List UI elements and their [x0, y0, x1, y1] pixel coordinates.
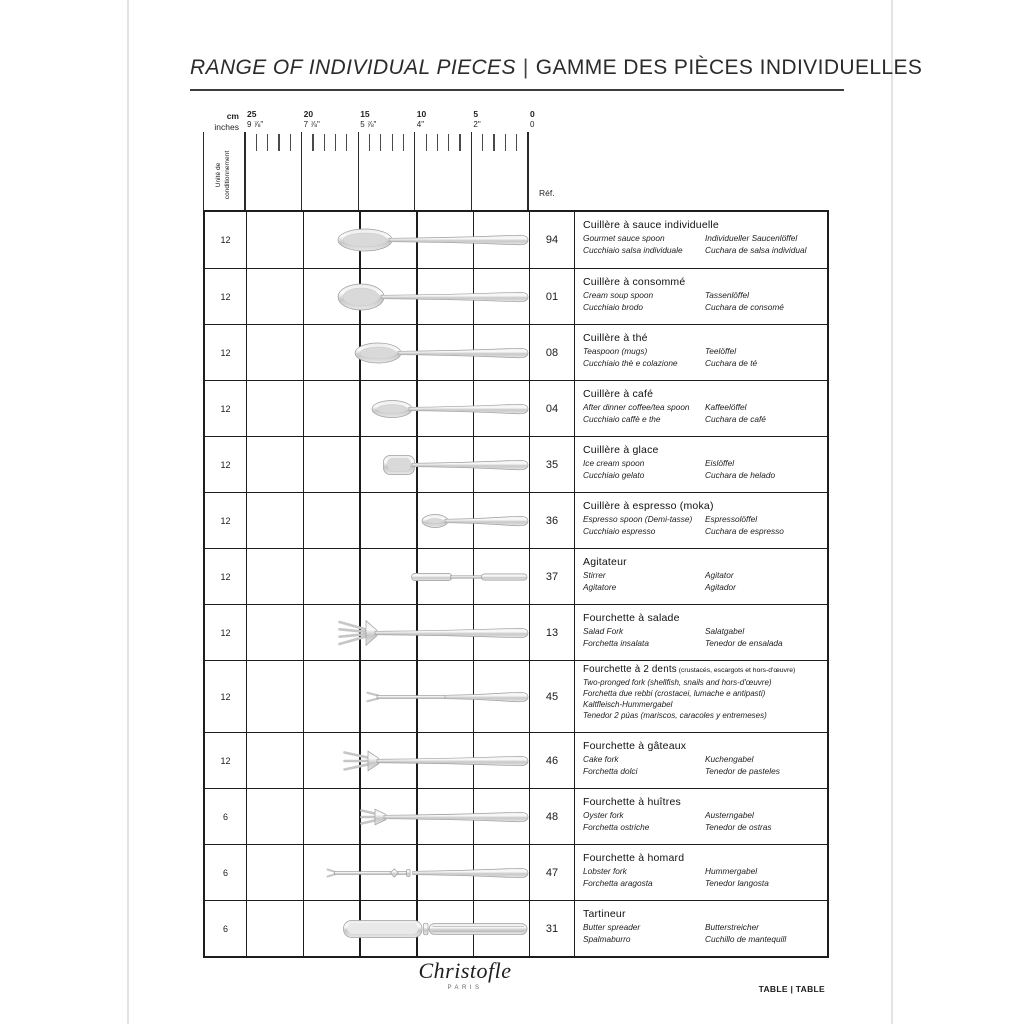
translation-line — [583, 753, 824, 765]
translation-line — [583, 821, 824, 833]
translation-left: Espresso spoon (Demi-tasse) — [583, 514, 693, 524]
translation-right: Salatgabel — [705, 626, 745, 636]
translation-right: Eislöffel — [705, 458, 735, 468]
translation-line — [583, 877, 824, 889]
translation-right: Agitator — [705, 570, 734, 580]
translation-line — [583, 865, 824, 877]
translation-line: Forchetta due rebbi (crostacei, lumache e antipasti) — [583, 689, 766, 698]
translation-line: Kaltfleisch-Hummergabel — [583, 700, 673, 709]
ruler-inch-value: 0 — [530, 120, 535, 129]
description-cell — [575, 269, 827, 324]
translation-left: Cream soup spoon — [583, 290, 654, 300]
translation-left: Cucchiaio thè e colazione — [583, 358, 678, 368]
packaging-qty: 12 — [205, 381, 247, 436]
table-row — [205, 380, 827, 436]
oyster-fork-illustration — [359, 799, 529, 835]
translation-right: Kaffeelöffel — [705, 402, 747, 412]
ruler-minor-tick — [380, 134, 381, 151]
two-pronged-fork-illustration — [365, 679, 529, 715]
translation-left: Forchetta ostriche — [583, 822, 650, 832]
ref-number: 45 — [530, 661, 575, 732]
ruler-left-edge-line — [203, 132, 204, 210]
translation-right: Austerngabel — [705, 810, 754, 820]
table-row — [205, 212, 827, 268]
ref-number: 47 — [530, 845, 575, 900]
coffee-spoon-illustration — [371, 391, 529, 427]
cutlery-cell — [247, 789, 530, 844]
item-title: Fourchette à salade — [583, 612, 680, 624]
ref-number: 04 — [530, 381, 575, 436]
translation-line — [583, 625, 824, 637]
packaging-qty: 6 — [205, 901, 247, 956]
grid-line — [303, 789, 305, 844]
measurement-ruler — [203, 108, 825, 210]
translation-left: Gourmet sauce spoon — [583, 233, 665, 243]
translation-line — [583, 921, 824, 933]
translation-left: After dinner coffee/tea spoon — [583, 402, 690, 412]
grid-line — [359, 437, 361, 492]
ruler-minor-tick — [459, 134, 460, 151]
description-cell — [575, 437, 827, 492]
grid-line — [359, 493, 361, 548]
grid-line — [359, 549, 361, 604]
ruler-inch-value: 7 ⅞" — [303, 120, 320, 129]
translation-left: Forchetta dolci — [583, 766, 638, 776]
table-row — [205, 548, 827, 604]
cream-soup-spoon-illustration — [337, 279, 529, 315]
item-title: Tartineur — [583, 908, 626, 920]
teaspoon-illustration — [354, 335, 529, 371]
translation-left: Cucchiaio espresso — [583, 526, 656, 536]
ref-number: 01 — [530, 269, 575, 324]
ref-number: 46 — [530, 733, 575, 788]
page-title — [190, 56, 923, 91]
butter-spreader-illustration — [342, 911, 529, 947]
translation-right: Butterstreicher — [705, 922, 759, 932]
ref-number: 08 — [530, 325, 575, 380]
cutlery-cell — [247, 381, 530, 436]
translation-right: Tenedor de ostras — [705, 822, 772, 832]
ref-column-label: Réf. — [539, 188, 555, 198]
ref-number: 48 — [530, 789, 575, 844]
translation-left: Stirrer — [583, 570, 606, 580]
ref-number: 94 — [530, 212, 575, 268]
translation-left: Ice cream spoon — [583, 458, 645, 468]
ruler-minor-tick — [346, 134, 347, 151]
packaging-qty: 12 — [205, 325, 247, 380]
translation-right: Cuchara de helado — [705, 470, 776, 480]
translation-left: Salad Fork — [583, 626, 624, 636]
ref-number: 35 — [530, 437, 575, 492]
translation-line — [583, 513, 824, 525]
ruler-minor-tick — [392, 134, 393, 151]
salad-fork-illustration — [337, 615, 529, 651]
ruler-minor-tick — [403, 134, 404, 151]
espresso-spoon-illustration — [421, 503, 529, 539]
ruler-unit-cm: cm — [226, 111, 239, 121]
translation-left: Teaspoon (mugs) — [583, 346, 648, 356]
translation-left: Cucchiaio caffè e the — [583, 414, 661, 424]
translation-line — [583, 809, 824, 821]
translation-right: Tenedor langosta — [705, 878, 769, 888]
grid-line — [303, 212, 305, 268]
ref-number: 36 — [530, 493, 575, 548]
pieces-table — [203, 210, 829, 958]
cutlery-cell — [247, 661, 530, 732]
translation-left: Forchetta insalata — [583, 638, 649, 648]
ruler-major-tick — [414, 132, 415, 210]
translation-right: Tenedor de ensalada — [705, 638, 783, 648]
item-title: Fourchette à huîtres — [583, 796, 681, 808]
translation-line — [583, 357, 824, 369]
ruler-minor-tick — [335, 134, 336, 151]
description-cell — [575, 901, 827, 956]
ruler-inch-value: 2" — [473, 120, 481, 129]
cutlery-cell — [247, 549, 530, 604]
item-title-note: (crustacés, escargots et hors-d'œuvre) — [676, 667, 796, 674]
grid-line — [303, 845, 305, 900]
item-title: Fourchette à homard — [583, 852, 685, 864]
ruler-cm-value: 10 — [416, 109, 427, 119]
grid-line — [303, 733, 305, 788]
section-label: TABLE | TABLE — [758, 984, 825, 994]
item-title: Fourchette à 2 dents (crustacés, escargots et hors-d'œuvre) — [583, 664, 796, 675]
packaging-qty: 12 — [205, 549, 247, 604]
grid-line — [303, 381, 305, 436]
translation-line — [583, 345, 824, 357]
grid-line — [303, 661, 305, 732]
item-title: Cuillère à consommé — [583, 276, 686, 288]
ruler-major-tick — [358, 132, 359, 210]
translation-left: Lobster fork — [583, 866, 627, 876]
description-cell — [575, 493, 827, 548]
packaging-qty: 6 — [205, 789, 247, 844]
description-cell — [575, 845, 827, 900]
ruler-cm-value: 20 — [303, 109, 314, 119]
ruler-minor-tick — [369, 134, 370, 151]
scan-page-edge-left — [127, 0, 129, 1024]
description-cell — [575, 212, 827, 268]
translation-right: Cuchara de consomé — [705, 302, 784, 312]
page-title-english: RANGE OF INDIVIDUAL PIECES — [190, 56, 516, 79]
ref-number: 13 — [530, 605, 575, 660]
title-separator: | — [522, 56, 529, 79]
translation-right: Kuchengabel — [705, 754, 754, 764]
translation-line — [583, 569, 824, 581]
packaging-qty: 12 — [205, 437, 247, 492]
translation-line — [583, 413, 824, 425]
table-row — [205, 436, 827, 492]
translation-right: Individueller Saucenlöffel — [705, 233, 798, 243]
item-title: Cuillère à café — [583, 388, 654, 400]
table-row — [205, 660, 827, 732]
ruler-cm-value: 15 — [360, 109, 370, 119]
translation-line: Two-pronged fork (shellfish, snails and hors-d'œuvre) — [583, 678, 772, 687]
description-cell — [575, 733, 827, 788]
cake-fork-illustration — [342, 743, 529, 779]
ruler-minor-tick — [516, 134, 517, 151]
table-row — [205, 788, 827, 844]
translation-right: Agitador — [705, 582, 736, 592]
translation-right: Cuchara de espresso — [705, 526, 784, 536]
translation-line — [583, 457, 824, 469]
grid-line — [303, 493, 305, 548]
translation-right: Hummergabel — [705, 866, 758, 876]
cutlery-cell — [247, 733, 530, 788]
packaging-qty: 12 — [205, 493, 247, 548]
translation-line — [583, 401, 824, 413]
description-cell — [575, 605, 827, 660]
ruler-unit-inches: inches — [214, 122, 239, 132]
ruler-cm-value: 5 — [473, 109, 479, 119]
ruler-minor-tick — [267, 134, 268, 151]
ruler-minor-tick — [482, 134, 483, 151]
table-row — [205, 268, 827, 324]
grid-line — [303, 325, 305, 380]
translation-left: Spalmaburro — [583, 934, 631, 944]
ruler-major-tick — [301, 132, 302, 210]
translation-line — [583, 637, 824, 649]
ruler-minor-tick — [437, 134, 438, 151]
translation-right: Tassenlöffel — [705, 290, 749, 300]
item-title: Cuillère à thé — [583, 332, 648, 344]
description-cell — [575, 325, 827, 380]
stirrer-illustration — [410, 559, 529, 595]
ruler-cm-value: 0 — [530, 109, 535, 119]
item-title: Cuillère à glace — [583, 444, 659, 456]
translation-right: Espressolöffel — [705, 514, 758, 524]
translation-line — [583, 581, 824, 593]
translation-right: Cuchillo de mantequill — [705, 934, 787, 944]
translation-left: Forchetta aragosta — [583, 878, 653, 888]
translation-right: Cuchara de té — [705, 358, 758, 368]
lobster-fork-illustration — [325, 855, 529, 891]
ruler-minor-tick — [324, 134, 325, 151]
translation-line — [583, 469, 824, 481]
ice-cream-spoon-illustration — [382, 447, 529, 483]
packaging-qty: 12 — [205, 212, 247, 268]
brand-name: Christofle — [418, 958, 512, 983]
packaging-qty: 12 — [205, 733, 247, 788]
grid-line — [303, 437, 305, 492]
table-row — [205, 324, 827, 380]
brand-city: PARIS — [447, 985, 483, 991]
translation-left: Cucchiaio gelato — [583, 470, 645, 480]
ruler-inch-value: 9 ⅞" — [247, 120, 264, 129]
cutlery-cell — [247, 269, 530, 324]
ruler-minor-tick — [505, 134, 506, 151]
description-cell — [575, 381, 827, 436]
ruler-minor-tick — [493, 134, 494, 151]
item-title: Fourchette à gâteaux — [583, 740, 687, 752]
cutlery-cell — [247, 212, 530, 268]
table-row — [205, 844, 827, 900]
translation-line — [583, 244, 824, 256]
item-title: Cuillère à sauce individuelle — [583, 219, 719, 231]
translation-left: Cucchiaio salsa individuale — [583, 245, 683, 255]
packaging-qty: 12 — [205, 269, 247, 324]
ruler-cm-value: 25 — [247, 109, 257, 119]
packaging-qty: 6 — [205, 845, 247, 900]
translation-right: Cuchara de café — [705, 414, 766, 424]
grid-line — [303, 549, 305, 604]
translation-left: Cake fork — [583, 754, 619, 764]
ruler-minor-tick — [278, 134, 279, 151]
translation-left: Oyster fork — [583, 810, 624, 820]
grid-line — [416, 493, 418, 548]
translation-line — [583, 765, 824, 777]
description-cell — [575, 661, 827, 732]
cutlery-cell — [247, 845, 530, 900]
translation-line: Tenedor 2 púas (mariscos, caracoles y entremeses) — [583, 711, 767, 720]
cutlery-cell — [247, 605, 530, 660]
ref-number: 31 — [530, 901, 575, 956]
page-title-french: GAMME DES PIÈCES INDIVIDUELLES — [535, 56, 923, 79]
table-row — [205, 732, 827, 788]
scan-page-edge-right — [891, 0, 893, 1024]
grid-line — [303, 901, 305, 956]
translation-left: Cucchiaio brodo — [583, 302, 643, 312]
packaging-qty: 12 — [205, 605, 247, 660]
item-title: Agitateur — [583, 556, 627, 568]
grid-line — [359, 661, 361, 732]
cutlery-cell — [247, 493, 530, 548]
translation-right: Teelöffel — [705, 346, 737, 356]
cutlery-cell — [247, 325, 530, 380]
translation-right: Tenedor de pasteles — [705, 766, 780, 776]
description-cell — [575, 549, 827, 604]
brand-logo — [380, 958, 550, 991]
ruler-inch-value: 5 ⅞" — [360, 120, 377, 129]
table-row — [205, 604, 827, 660]
item-title: Cuillère à espresso (moka) — [583, 500, 714, 512]
translation-line — [583, 232, 824, 244]
table-row — [205, 900, 827, 956]
ruler-major-tick — [244, 132, 245, 210]
translation-line — [583, 301, 824, 313]
ruler-minor-tick — [312, 134, 313, 151]
gourmet-sauce-spoon-illustration — [337, 222, 529, 258]
translation-right: Cuchara de salsa individual — [705, 245, 807, 255]
table-row — [205, 492, 827, 548]
cutlery-cell — [247, 901, 530, 956]
ruler-minor-tick — [448, 134, 449, 151]
ref-number: 37 — [530, 549, 575, 604]
cutlery-cell — [247, 437, 530, 492]
ruler-minor-tick — [256, 134, 257, 151]
translation-left: Agitatore — [583, 582, 617, 592]
translation-line — [583, 525, 824, 537]
translation-line — [583, 289, 824, 301]
ruler-major-tick — [527, 132, 528, 210]
grid-line — [303, 605, 305, 660]
packaging-unit-label: Unité de conditionnement — [215, 150, 231, 200]
grid-line — [303, 269, 305, 324]
ruler-minor-tick — [290, 134, 291, 151]
ruler-major-tick — [471, 132, 472, 210]
translation-left: Butter spreader — [583, 922, 641, 932]
packaging-qty: 12 — [205, 661, 247, 732]
ruler-inch-value: 4" — [416, 120, 425, 129]
ruler-minor-tick — [426, 134, 427, 151]
translation-line — [583, 933, 824, 945]
description-cell — [575, 789, 827, 844]
grid-line — [359, 381, 361, 436]
